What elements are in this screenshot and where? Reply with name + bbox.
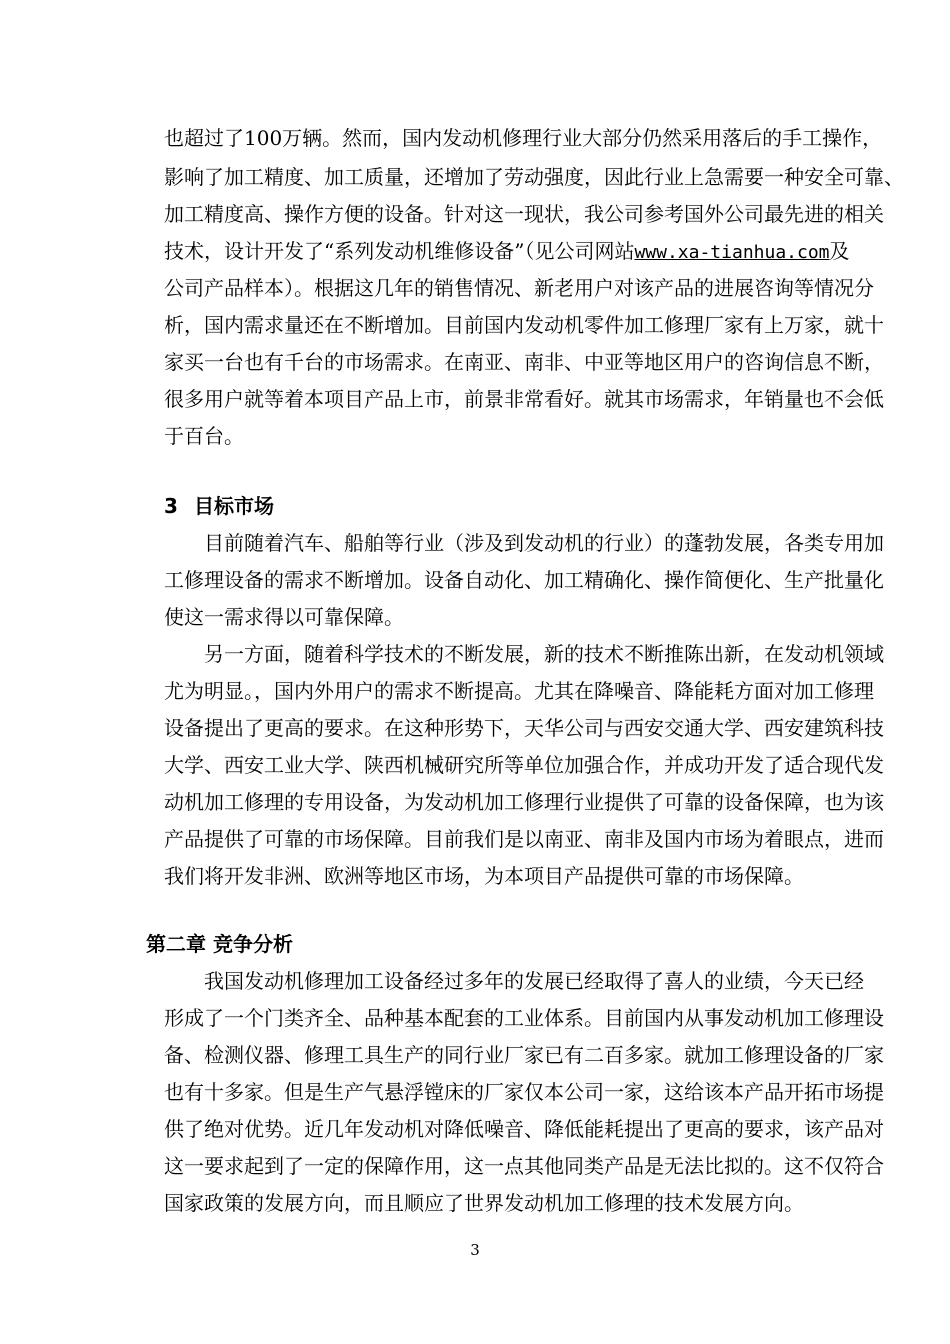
text-line: 我们将开发非洲、欧洲等地区市场，为本项目产品提供可靠的市场保障。 (164, 864, 804, 888)
text-line: 动机加工修理的专用设备，为发动机加工修理行业提供了可靠的设备保障，也为该 (164, 790, 884, 814)
text-line: 国家政策的发展方向，而且顺应了世界发动机加工修理的技术发展方向。 (164, 1191, 804, 1215)
text-segment: 技术，设计开发了“系列发动机维修设备”（见公司网站 (164, 239, 635, 263)
text-line: 尤为明显。，国内外用户的需求不断提高。尤其在降噪音、降能耗方面对加工修理 (164, 679, 874, 703)
text-line-with-link (164, 237, 850, 267)
website-link[interactable]: www.xa-tianhua.com (634, 242, 830, 263)
text-line: 影响了加工精度、加工质量，还增加了劳动强度，因此行业上急需要一种安全可靠、 (164, 165, 904, 189)
text-line: 另一方面，随着科学技术的不断发展，新的技术不断推陈出新，在发动机领域 (204, 642, 884, 666)
chapter-heading: 第二章 竞争分析 (146, 932, 293, 956)
section-number: 3 (164, 494, 178, 518)
text-line: 加工精度高、操作方便的设备。针对这一现状，我公司参考国外公司最先进的相关 (164, 202, 884, 226)
text-segment: 及 (829, 239, 850, 263)
text-line: 家买一台也有千台的市场需求。在南亚、南非、中亚等地区用户的咨询信息不断， (164, 350, 884, 374)
text-line: 工修理设备的需求不断增加。设备自动化、加工精确化、操作简便化、生产批量化 (164, 568, 884, 592)
text-line: 也超过了100万辆。然而，国内发动机修理行业大部分仍然采用落后的手工操作， (164, 126, 883, 150)
text-line: 大学、西安工业大学、陕西机械研究所等单位加强合作，并成功开发了适合现代发 (164, 753, 884, 777)
text-line: 产品提供了可靠的市场保障。目前我们是以南亚、南非及国内市场为着眼点，进而 (164, 827, 884, 851)
text-line: 很多用户就等着本项目产品上市，前景非常看好。就其市场需求，年销量也不会低 (164, 387, 884, 411)
text-line: 供了绝对优势。近几年发动机对降低噪音、降低能耗提出了更高的要求，该产品对 (164, 1117, 884, 1141)
text-line: 备、检测仪器、修理工具生产的同行业厂家已有二百多家。就加工修理设备的厂家 (164, 1043, 884, 1067)
text-line: 形成了一个门类齐全、品种基本配套的工业体系。目前国内从事发动机加工修理设 (164, 1006, 884, 1030)
text-line: 公司产品样本）。根据这几年的销售情况、新老用户对该产品的进展咨询等情况分 (164, 276, 874, 300)
text-line: 设备提出了更高的要求。在这种形势下，天华公司与西安交通大学、西安建筑科技 (164, 716, 884, 740)
text-line: 这一要求起到了一定的保障作用，这一点其他同类产品是无法比拟的。这不仅符合 (164, 1154, 884, 1178)
text-line: 也有十多家。但是生产气悬浮镗床的厂家仅本公司一家，这给该本产品开拓市场提 (164, 1080, 884, 1104)
text-line: 析，国内需求量还在不断增加。目前国内发动机零件加工修理厂家有上万家，就十 (164, 313, 884, 337)
section-heading: 目标市场 (194, 494, 274, 518)
text-line: 使这一需求得以可靠保障。 (164, 605, 404, 629)
text-line: 于百台。 (164, 424, 244, 448)
text-line: 目前随着汽车、船舶等行业（涉及到发动机的行业）的蓬勃发展，各类专用加 (204, 531, 884, 555)
page-number: 3 (470, 1241, 480, 1259)
text-line: 我国发动机修理加工设备经过多年的发展已经取得了喜人的业绩，今天已经 (204, 969, 864, 993)
